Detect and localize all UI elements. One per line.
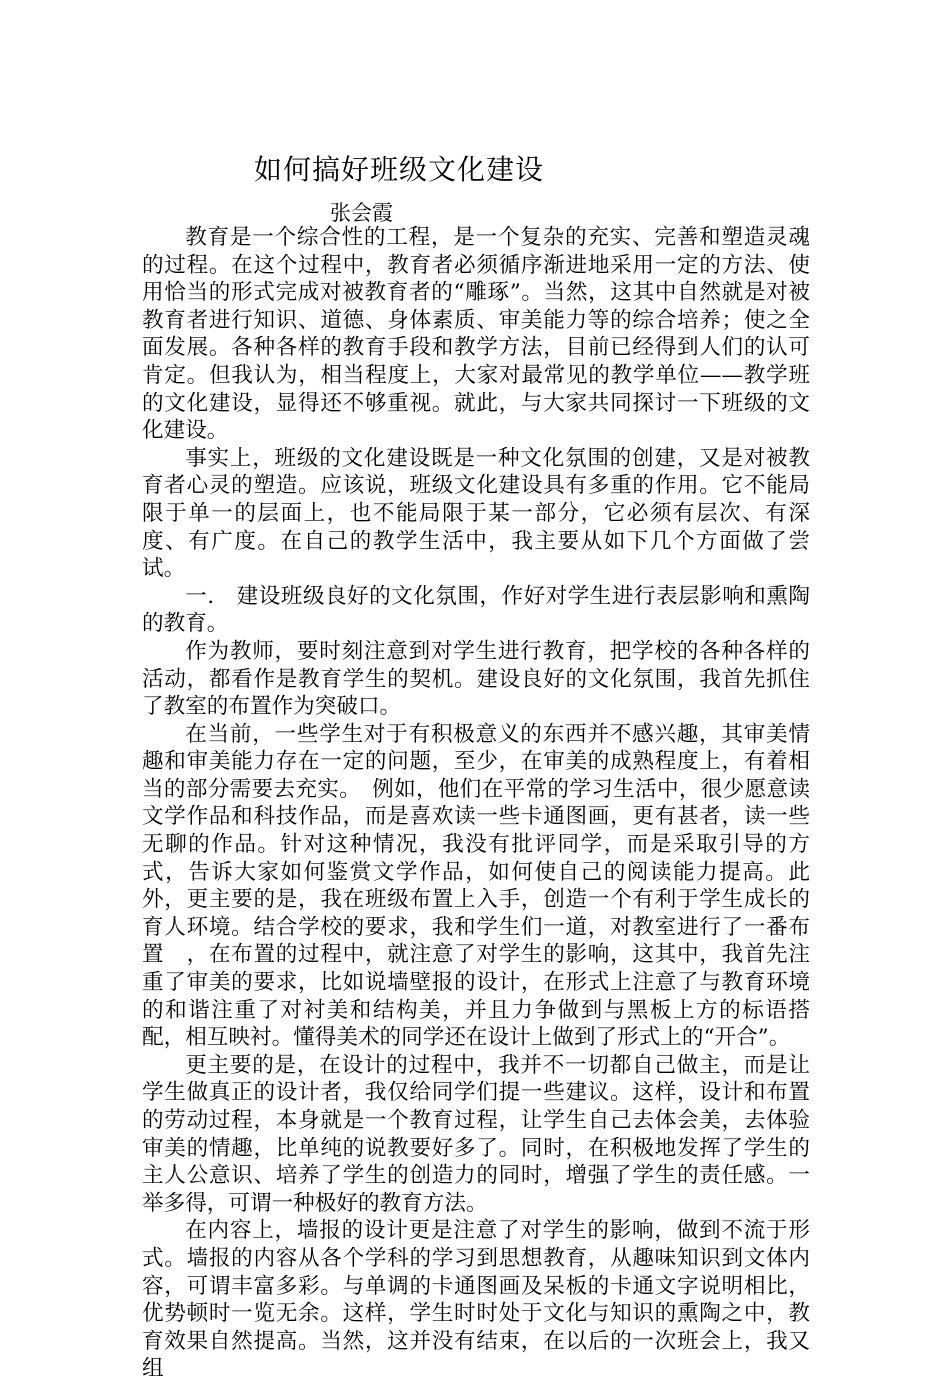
body-paragraph: 作为教师，要时刻注意到对学生进行教育，把学校的各种各样的活动，都看作是教育学生的契机。建设良好的文化氛围，我首先抓住了教室的布置作为突破口。 <box>142 638 810 720</box>
body-paragraph: 在内容上，墙报的设计更是注意了对学生的影响，做到不流于形式。墙报的内容从各个学科的学习到思想教育，从趣味知识到文体内容，可谓丰富多彩。与单调的卡通图画及呆板的卡通文字说明相比，优势顿时一览无余。这样，学生时时处于文化与知识的熏陶之中，教育效果自然提高。当然，这并没有结束，在以后的一次班会上，我又组 <box>142 1218 810 1382</box>
body-paragraph: 事实上，班级的文化建设既是一种文化氛围的创建，又是对被教育者心灵的塑造。应该说，班级文化建设具有多重的作用。它不能局限于单一的层面上，也不能局限于某一部分，它必须有层次、有深度、有广度。在自己的教学生活中，我主要从如下几个方面做了尝试。 <box>142 445 810 582</box>
document-author: 张会霞 <box>330 201 393 225</box>
section-heading: 一. 建设班级良好的文化氛围，作好对学生进行表层影响和熏陶的教育。 <box>142 583 810 637</box>
body-paragraph: 教育是一个综合性的工程，是一个复杂的充实、完善和塑造灵魂的过程。在这个过程中，教育者必须循序渐进地采用一定的方法、使用恰当的形式完成对被教育者的“雕琢”。当然，这其中自然就是对被教育者进行知识、道德、身体素质、审美能力等的综合培养；使之全面发展。各种各样的教育手段和教学方法，目前已经得到人们的认可肯定。但我认为，相当程度上，大家对最常见的教学单位——教学班的文化建设，显得还不够重视。就此，与大家共同探讨一下班级的文化建设。 <box>142 225 810 444</box>
document-body <box>142 224 810 1383</box>
document-title: 如何搞好班级文化建设 <box>254 153 545 186</box>
body-paragraph: 更主要的是，在设计的过程中，我并不一切都自己做主，而是让学生做真正的设计者，我仅给同学们提一些建议。这样，设计和布置的劳动过程，本身就是一个教育过程，让学生自己去体会美，去体验审美的情趣，比单纯的说教要好多了。同时，在积极地发挥了学生的主人公意识、培养了学生的创造力的同时，增强了学生的责任感。一举多得，可谓一种极好的教育方法。 <box>142 1052 810 1216</box>
body-paragraph: 在当前，一些学生对于有积极意义的东西并不感兴趣，其审美情趣和审美能力存在一定的问题，至少，在审美的成熟程度上，有着相当的部分需要去充实。 例如，他们在平常的学习生活中，很少愿意读文学作品和科技作品，而是喜欢读一些卡通图画，更有甚者，读一些无聊的作品。针对这种情况，我没有批评同学，而是采取引导的方式，告诉大家如何鉴赏文学作品，如何使自己的阅读能力提高。此外，更主要的是，我在班级布置上入手，创造一个有利于学生成长的育人环境。结合学校的要求，我和学生们一道，对教室进行了一番布置 ，在布置的过程中，就注意了对学生的影响，这其中，我首先注重了审美的要求，比如说墙壁报的设计，在形式上注意了与教育环境的和谐注重了对衬美和结构美，并且力争做到与黑板上方的标语搭配，相互映衬。懂得美术的同学还在设计上做到了形式上的“开合”。 <box>142 721 810 1051</box>
